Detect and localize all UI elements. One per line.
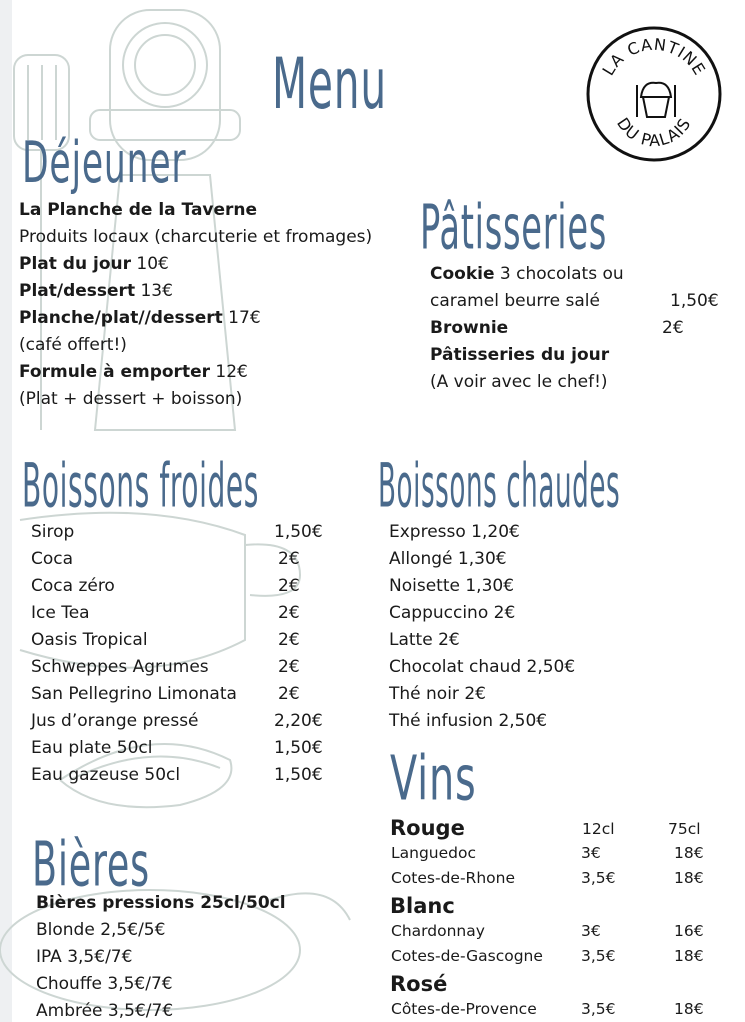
col-12cl: 12cl xyxy=(582,820,615,838)
boisson-froide-name: Schweppes Agrumes xyxy=(31,657,209,677)
boisson-chaude-item: Chocolat chaud 2,50€ xyxy=(389,657,576,677)
brownie-price: 2€ xyxy=(662,318,684,338)
vin-group-heading: Rouge xyxy=(390,816,465,840)
boisson-froide-name: Jus d’orange pressé xyxy=(31,711,199,731)
vin-name: Côtes-de-Provence xyxy=(391,1000,537,1018)
boisson-chaude-item: Allongé 1,30€ xyxy=(389,549,507,569)
col-75cl: 75cl xyxy=(668,820,701,838)
patisseries-heading: Pâtisseries xyxy=(420,193,608,264)
vin-name: Chardonnay xyxy=(391,922,485,940)
boisson-froide-name: San Pellegrino Limonata xyxy=(31,684,237,704)
dejeuner-line xyxy=(19,362,248,382)
boisson-froide-name: Ice Tea xyxy=(31,603,90,623)
vin-group-heading: Rosé xyxy=(390,972,448,996)
cookie-desc: 3 chocolats ou xyxy=(494,264,624,284)
vin-group-heading: Blanc xyxy=(390,894,455,918)
boissons-froides-heading: Boissons froides xyxy=(22,452,259,522)
cookie-name: Cookie xyxy=(430,264,495,284)
dejeuner-item-detail: 17€ xyxy=(222,308,261,328)
vin-price-75cl: 18€ xyxy=(674,869,704,887)
dejeuner-line xyxy=(19,389,242,409)
boisson-froide-name: Eau plate 50cl xyxy=(31,738,153,758)
boisson-froide-price: 2€ xyxy=(278,684,300,704)
vin-price-75cl: 18€ xyxy=(674,1000,704,1018)
boisson-froide-price: 2€ xyxy=(278,657,300,677)
boisson-chaude-item: Thé noir 2€ xyxy=(389,684,486,704)
boisson-froide-price: 1,50€ xyxy=(274,738,323,758)
dejeuner-item-detail: 10€ xyxy=(131,254,169,274)
dejeuner-item-name: Plat/dessert xyxy=(19,281,136,301)
boisson-froide-price: 2,20€ xyxy=(274,711,323,731)
brownie-name: Brownie xyxy=(430,318,509,338)
vin-price-75cl: 18€ xyxy=(674,947,704,965)
cookie-line xyxy=(430,264,624,284)
logo-text-bottom: DU PALAIS xyxy=(613,114,695,151)
dejeuner-line xyxy=(19,227,372,247)
boisson-froide-price: 2€ xyxy=(278,576,300,596)
dejeuner-heading: Déjeuner xyxy=(22,130,187,197)
boisson-froide-name: Eau gazeuse 50cl xyxy=(31,765,181,785)
vin-price-12cl: 3€ xyxy=(581,922,601,940)
vin-price-12cl: 3,5€ xyxy=(581,869,616,887)
vin-price-12cl: 3,5€ xyxy=(581,1000,616,1018)
boisson-froide-price: 2€ xyxy=(278,603,300,623)
boisson-froide-name: Sirop xyxy=(31,522,75,542)
logo-text-top: LA CANTINE xyxy=(598,34,710,79)
vin-price-12cl: 3€ xyxy=(581,844,601,862)
patisserie-note: (A voir avec le chef!) xyxy=(430,372,608,392)
logo xyxy=(585,25,723,163)
dejeuner-line xyxy=(19,281,173,301)
patisserie-du-jour: Pâtisseries du jour xyxy=(430,345,610,365)
biere-item: Ambrée 3,5€/7€ xyxy=(36,1001,174,1021)
vin-name: Languedoc xyxy=(391,844,477,862)
boisson-chaude-item: Cappuccino 2€ xyxy=(389,603,516,623)
vin-name: Cotes-de-Rhone xyxy=(391,869,515,887)
dejeuner-item-name: Formule à emporter xyxy=(19,362,210,382)
boisson-froide-name: Oasis Tropical xyxy=(31,630,148,650)
dejeuner-line xyxy=(19,200,257,220)
bieres-heading: Bières xyxy=(32,830,150,901)
boissons-chaudes-heading: Boissons chaudes xyxy=(378,452,621,522)
boisson-froide-price: 1,50€ xyxy=(274,765,323,785)
boisson-froide-name: Coca xyxy=(31,549,74,569)
menu-title: Menu xyxy=(272,42,387,125)
dejeuner-item-detail: 13€ xyxy=(135,281,173,301)
vin-name: Cotes-de-Gascogne xyxy=(391,947,543,965)
vins-heading: Vins xyxy=(390,744,477,815)
bieres-subtitle: Bières pressions 25cl/50cl xyxy=(36,893,286,913)
biere-item: IPA 3,5€/7€ xyxy=(36,947,133,967)
vin-price-75cl: 18€ xyxy=(674,844,704,862)
cookie-price: 1,50€ xyxy=(670,291,719,311)
dejeuner-item-detail: (Plat + dessert + boisson) xyxy=(19,389,243,409)
boisson-chaude-item: Noisette 1,30€ xyxy=(389,576,515,596)
boisson-froide-price: 2€ xyxy=(278,630,300,650)
dejeuner-item-detail: (café offert!) xyxy=(19,335,127,355)
boisson-froide-price: 1,50€ xyxy=(274,522,323,542)
dejeuner-item-detail: 12€ xyxy=(209,362,248,382)
dejeuner-item-name: Plat du jour xyxy=(19,254,131,274)
logo-badge-icon xyxy=(585,25,723,163)
boisson-chaude-item: Expresso 1,20€ xyxy=(389,522,520,542)
dejeuner-line xyxy=(19,308,261,328)
dejeuner-item-detail: Produits locaux (charcuterie et fromages) xyxy=(19,227,373,247)
dejeuner-line xyxy=(19,335,127,355)
dejeuner-item-name: La Planche de la Taverne xyxy=(19,200,258,220)
dejeuner-item-name: Planche/plat//dessert xyxy=(19,308,223,328)
biere-item: Blonde 2,5€/5€ xyxy=(36,920,166,940)
cookie-line-2: caramel beurre salé xyxy=(430,291,600,311)
vin-price-75cl: 16€ xyxy=(674,922,704,940)
dejeuner-line xyxy=(19,254,169,274)
boisson-froide-name: Coca zéro xyxy=(31,576,115,596)
vin-price-12cl: 3,5€ xyxy=(581,947,616,965)
boisson-froide-price: 2€ xyxy=(278,549,300,569)
biere-item: Chouffe 3,5€/7€ xyxy=(36,974,173,994)
boisson-chaude-item: Latte 2€ xyxy=(389,630,460,650)
boisson-chaude-item: Thé infusion 2,50€ xyxy=(389,711,548,731)
